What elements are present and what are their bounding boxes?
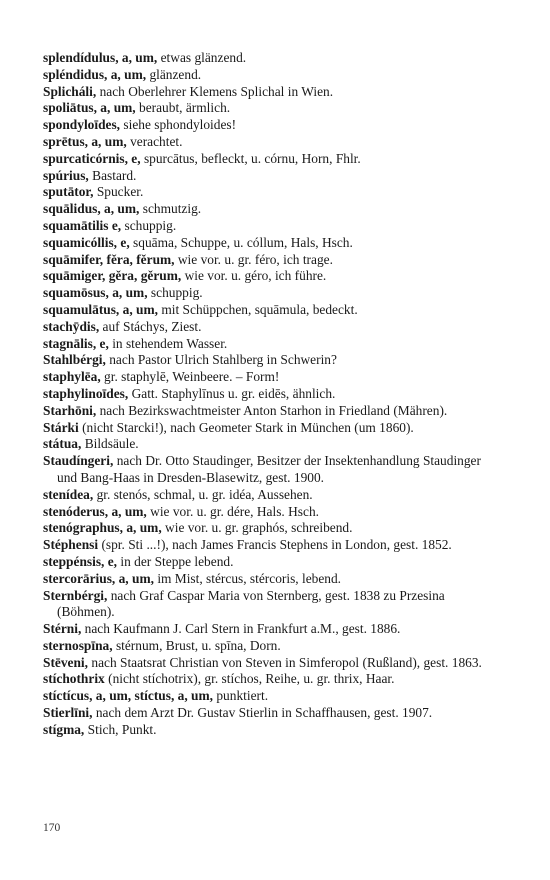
entry-headword: Stierlīni, [43, 705, 93, 721]
entry-headword: squālidus, a, um, [43, 201, 140, 217]
entry-headword: squamōsus, a, um, [43, 285, 148, 301]
entry [43, 554, 495, 571]
entry-headword: Stárki [43, 419, 79, 435]
entry-headword: Starhōni, [43, 402, 97, 418]
entry-definition: gr. staphylē, Weinbeere. – Form! [104, 369, 280, 385]
entry [43, 638, 495, 655]
entry-headword: stenídea, [43, 486, 94, 502]
entry [43, 520, 495, 537]
entry-list [43, 50, 495, 739]
entry [43, 453, 495, 487]
entry-headword: squamātilis e, [43, 217, 122, 233]
entry-headword: spondyloīdes, [43, 117, 121, 133]
entry [43, 420, 495, 437]
entry [43, 504, 495, 521]
entry-headword: spúrius, [43, 167, 89, 183]
entry-headword: Stēveni, [43, 654, 89, 670]
entry [43, 487, 495, 504]
entry-definition: nach Oberlehrer Klemens Splichal in Wien. [99, 83, 334, 99]
entry-definition: stérnum, Brust, u. spīna, Dorn. [115, 637, 281, 653]
entry [43, 722, 495, 739]
page-number: 170 [43, 822, 61, 834]
entry [43, 134, 495, 151]
entry-headword: Sternbérgi, [43, 587, 108, 603]
entry-definition: punktiert. [216, 688, 269, 704]
entry-headword: stenóderus, a, um, [43, 503, 147, 519]
entry-definition: Stich, Punkt. [87, 721, 157, 737]
entry [43, 235, 495, 252]
entry [43, 168, 495, 185]
entry-definition: nach Staatsrat Christian von Steven in Simferopol (Rußland), gest. 1863. [91, 654, 482, 670]
entry-definition: (nicht stíchotrix), gr. stíchos, Reihe, u. gr. thrix, Haar. [108, 671, 395, 687]
entry-definition: Spucker. [96, 184, 144, 200]
entry-headword: squāmifer, fěra, fěrum, [43, 251, 175, 267]
entry [43, 436, 495, 453]
entry-headword: státua, [43, 436, 82, 452]
entry [43, 84, 495, 101]
entry-definition: gr. stenós, schmal, u. gr. idéa, Aussehen. [96, 486, 313, 502]
entry [43, 688, 495, 705]
entry-definition: nach Graf Caspar Maria von Sternberg, gest. 1838 zu Przesina (Böhmen). [57, 587, 445, 620]
entry-headword: Stahlbérgi, [43, 352, 106, 368]
entry-definition: schuppig. [124, 217, 177, 233]
entry [43, 369, 495, 386]
entry-definition: glänzend. [149, 66, 202, 82]
entry [43, 352, 495, 369]
entry-headword: stíchothrix [43, 671, 105, 687]
entry [43, 268, 495, 285]
entry [43, 67, 495, 84]
entry-headword: stígma, [43, 721, 85, 737]
entry-definition: nach Bezirkswachtmeister Anton Starhon in Friedland (Mähren). [99, 402, 448, 418]
entry-definition: Bildsäule. [84, 436, 139, 452]
entry-definition: wie vor. u. gr. dére, Hals. Hsch. [150, 503, 319, 519]
entry-definition: in der Steppe lebend. [120, 553, 234, 569]
entry [43, 671, 495, 688]
entry [43, 571, 495, 588]
entry-headword: steppénsis, e, [43, 553, 118, 569]
entry [43, 588, 495, 622]
entry-headword: stagnālis, e, [43, 335, 109, 351]
entry-definition: mit Schüppchen, squāmula, bedeckt. [161, 301, 358, 317]
entry-definition: spurcātus, befleckt, u. córnu, Horn, Fhlr. [143, 150, 361, 166]
entry-headword: sprētus, a, um, [43, 133, 127, 149]
entry [43, 50, 495, 67]
entry [43, 386, 495, 403]
entry-headword: staphylēa, [43, 369, 101, 385]
entry-headword: sputātor, [43, 184, 94, 200]
entry-headword: stercorārius, a, um, [43, 570, 154, 586]
entry [43, 285, 495, 302]
entry [43, 184, 495, 201]
entry-headword: Stéphensi [43, 537, 99, 553]
entry-headword: staphylinoīdes, [43, 385, 129, 401]
entry-headword: spurcaticórnis, e, [43, 150, 141, 166]
entry [43, 655, 495, 672]
entry-definition: in stehendem Wasser. [112, 335, 228, 351]
entry-definition: beraubt, ärmlich. [139, 100, 231, 116]
entry [43, 117, 495, 134]
entry [43, 218, 495, 235]
entry [43, 319, 495, 336]
entry-headword: stíctícus, a, um, stíctus, a, um, [43, 688, 213, 704]
entry-definition: verachtet. [130, 133, 183, 149]
entry-definition: wie vor. u. gr. graphós, schreibend. [165, 520, 353, 536]
entry [43, 537, 495, 554]
entry-definition: siehe sphondyloides! [123, 117, 237, 133]
entry-definition: etwas glänzend. [160, 50, 247, 65]
entry [43, 252, 495, 269]
entry-headword: Splicháli, [43, 83, 97, 99]
entry-definition: wie vor. u. géro, ich führe. [184, 268, 327, 284]
entry [43, 621, 495, 638]
entry-headword: squāmiger, gěra, gěrum, [43, 268, 182, 284]
entry-headword: Stérni, [43, 621, 82, 637]
entry-definition: Bastard. [92, 167, 137, 183]
entry [43, 201, 495, 218]
entry-headword: stenógraphus, a, um, [43, 520, 162, 536]
entry-definition: wie vor. u. gr. féro, ich trage. [177, 251, 333, 267]
entry-definition: Gatt. Staphylīnus u. gr. eidēs, ähnlich. [131, 385, 336, 401]
entry-definition: schuppig. [150, 285, 203, 301]
entry-headword: squamulātus, a, um, [43, 301, 158, 317]
entry [43, 336, 495, 353]
entry-headword: squamicóllis, e, [43, 234, 130, 250]
entry-headword: spoliātus, a, um, [43, 100, 136, 116]
entry-definition: (spr. Sti ...!), nach James Francis Stephens in London, gest. 1852. [101, 537, 452, 553]
entry-definition: im Mist, stércus, stércoris, lebend. [157, 570, 342, 586]
entry-definition: squāma, Schuppe, u. cóllum, Hals, Hsch. [133, 234, 353, 250]
entry [43, 151, 495, 168]
entry-definition: nach Dr. Otto Staudinger, Besitzer der Insektenhandlung Staudinger und Bang-Haas in Dresden-Blasewitz, gest. 1900. [57, 453, 481, 485]
entry-headword: sternospīna, [43, 637, 113, 653]
entry [43, 403, 495, 420]
entry-definition: auf Stáchys, Ziest. [102, 318, 202, 334]
entry-definition: nach dem Arzt Dr. Gustav Stierlin in Schaffhausen, gest. 1907. [95, 705, 433, 721]
entry-definition: (nicht Starcki!), nach Geometer Stark in München (um 1860). [82, 419, 414, 435]
entry-headword: stachȳdis, [43, 318, 100, 334]
entry-definition: schmutzig. [142, 201, 202, 217]
entry-headword: spléndidus, a, um, [43, 66, 147, 82]
entry [43, 100, 495, 117]
entry-headword: splendídulus, a, um, [43, 50, 158, 65]
entry [43, 705, 495, 722]
entry-definition: nach Kaufmann J. Carl Stern in Frankfurt a.M., gest. 1886. [84, 621, 401, 637]
entry-headword: Staudíngeri, [43, 453, 114, 469]
entry [43, 302, 495, 319]
entry-definition: nach Pastor Ulrich Stahlberg in Schwerin? [109, 352, 337, 368]
